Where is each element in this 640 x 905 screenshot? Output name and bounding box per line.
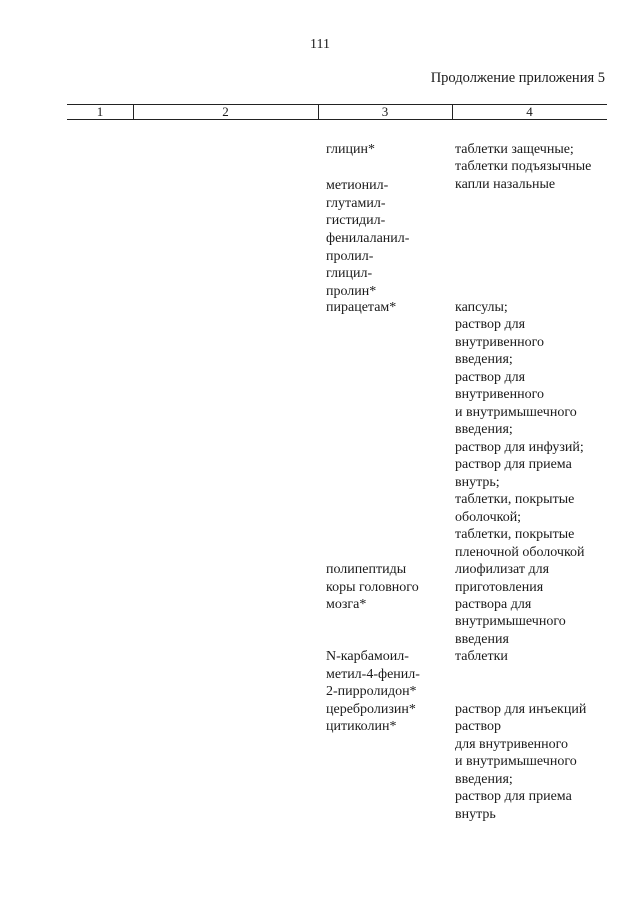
- dosage-form-line: капли назальные: [455, 177, 556, 192]
- dosage-form-line: внутрь: [455, 807, 496, 822]
- dosage-form-line: внутримышечного: [455, 614, 566, 629]
- dosage-form-line: раствор для приема: [455, 457, 572, 472]
- dosage-form-line: пленочной оболочкой: [455, 545, 585, 560]
- drug-name-line: глицил-: [326, 266, 373, 281]
- dosage-form-line: приготовления: [455, 580, 544, 595]
- dosage-form-line: внутрь;: [455, 475, 500, 490]
- dosage-form-line: раствор для: [455, 317, 526, 332]
- drug-name-line: пролил-: [326, 249, 374, 264]
- dosage-form-line: таблетки: [455, 649, 508, 664]
- continuation-label: Продолжение приложения 5: [430, 70, 605, 86]
- dosage-form-line: таблетки подъязычные: [455, 159, 592, 174]
- dosage-form-line: раствор для: [455, 370, 526, 385]
- dosage-form-line: раствор для инъекций: [455, 702, 587, 717]
- drug-name-line: пирацетам*: [326, 300, 397, 315]
- dosage-form-line: раствор для приема: [455, 789, 572, 804]
- dosage-form-line: внутривенного: [455, 387, 545, 402]
- dosage-form-line: раствора для: [455, 597, 532, 612]
- dosage-form-line: для внутривенного: [455, 737, 569, 752]
- page-number: 111: [310, 37, 330, 52]
- dosage-form-line: и внутримышечного: [455, 405, 577, 420]
- drug-name-line: цитиколин*: [326, 719, 397, 734]
- dosage-form-line: введения: [455, 632, 509, 647]
- dosage-form-line: введения;: [455, 422, 513, 437]
- dosage-form-line: раствор: [455, 719, 502, 734]
- column-header-3: 3: [381, 104, 389, 119]
- dosage-form-line: внутривенного: [455, 335, 545, 350]
- dosage-form-line: таблетки, покрытые: [455, 492, 575, 507]
- drug-name-line: N-карбамоил-: [326, 649, 409, 664]
- drug-name-line: фенилаланил-: [326, 231, 410, 246]
- dosage-form-line: капсулы;: [455, 300, 508, 315]
- dosage-form-line: и внутримышечного: [455, 754, 577, 769]
- dosage-form-line: таблетки защечные;: [455, 142, 574, 157]
- dosage-form-line: лиофилизат для: [455, 562, 550, 577]
- drug-name-line: 2-пирролидон*: [326, 684, 417, 699]
- drug-name-line: гистидил-: [326, 213, 386, 228]
- dosage-form-line: оболочкой;: [455, 510, 522, 525]
- dosage-form-line: введения;: [455, 352, 513, 367]
- column-header-1: 1: [96, 104, 104, 119]
- dosage-form-line: введения;: [455, 772, 513, 787]
- drug-name-line: пролин*: [326, 284, 377, 299]
- drug-name-line: метионил-: [326, 178, 389, 193]
- drug-name-line: глутамил-: [326, 196, 386, 211]
- drug-name-line: метил-4-фенил-: [326, 667, 420, 682]
- drug-name-line: мозга*: [326, 597, 367, 612]
- dosage-form-line: раствор для инфузий;: [455, 440, 584, 455]
- column-header-4: 4: [526, 104, 533, 119]
- drug-name-line: коры головного: [326, 580, 419, 595]
- dosage-form-line: таблетки, покрытые: [455, 527, 575, 542]
- drug-name-line: глицин*: [326, 142, 375, 157]
- drug-name-line: церебролизин*: [326, 702, 416, 717]
- drug-name-line: полипептиды: [326, 562, 407, 577]
- column-header-2: 2: [222, 104, 229, 119]
